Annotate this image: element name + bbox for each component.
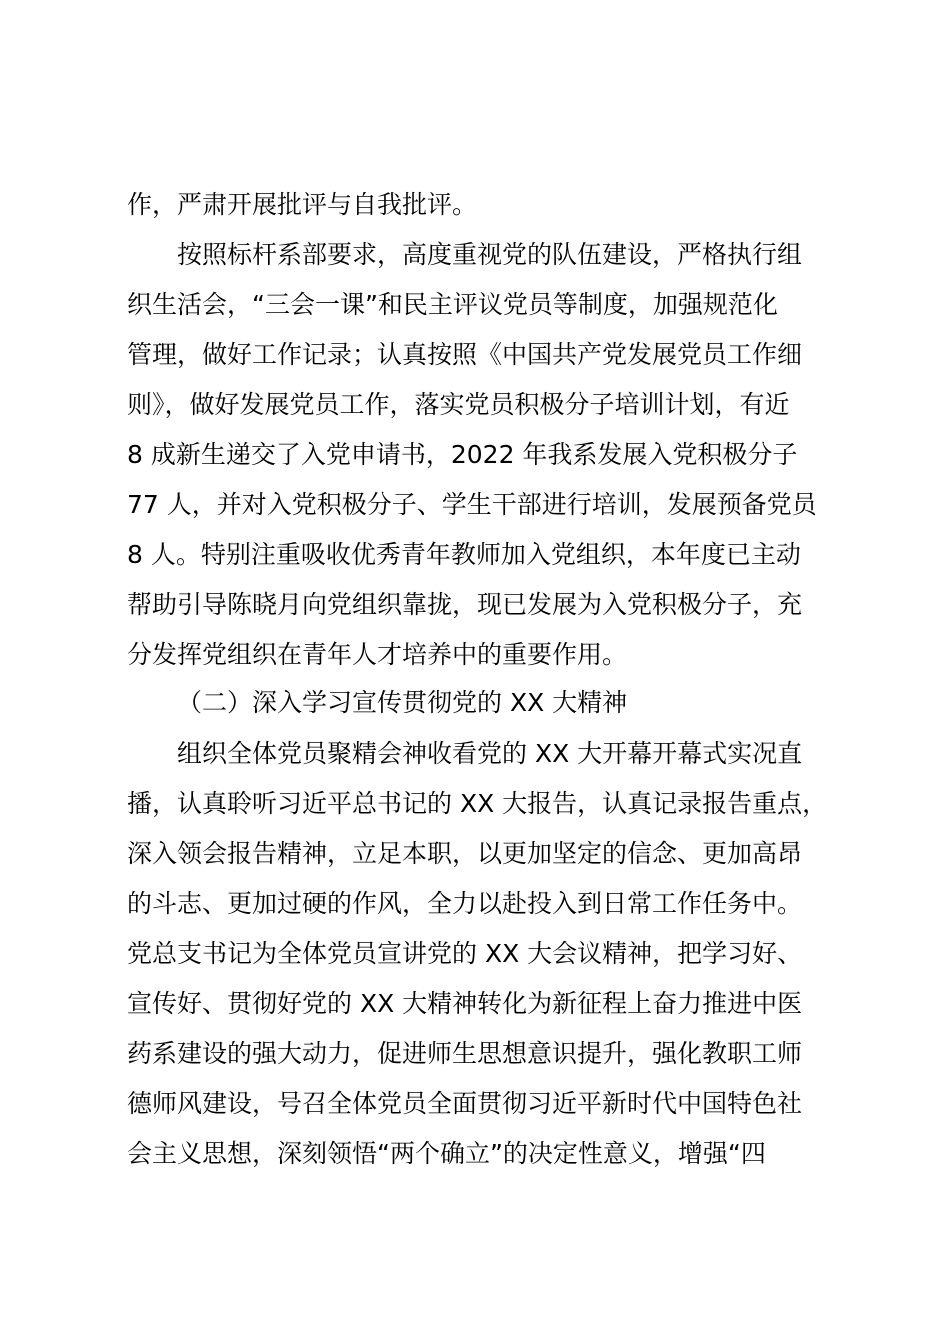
paragraph-line: 会主义思想，深刻领悟“两个确立”的决定性意义，增强“四 — [127, 1139, 766, 1168]
paragraph-line: 德师风建设，号召全体党员全面贯彻习近平新时代中国特色社 — [127, 1089, 803, 1118]
paragraph-line: 则》，做好发展党员工作，落实党员积极分子培训计划，有近 — [127, 390, 790, 419]
paragraph-line: 的斗志、更加过硬的作风，全力以赴投入到日常工作任务中。 — [127, 889, 803, 918]
paragraph-line: 组织全体党员聚精会神收看党的 XX 大开幕开幕式实况直 — [177, 739, 803, 768]
paragraph-line: 深入领会报告精神，立足本职，以更加坚定的信念、更加高昂 — [127, 839, 803, 868]
paragraph-line: 8 人。特别注重吸收优秀青年教师加入党组织，本年度已主动 — [127, 540, 801, 569]
paragraph-line: 管理，做好工作记录；认真按照《中国共产党发展党员工作细 — [127, 340, 803, 369]
paragraph-line: 帮助引导陈晓月向党组织靠拢，现已发展为入党积极分子，充 — [127, 590, 803, 619]
paragraph-line: 77 人，并对入党积极分子、学生干部进行培训，发展预备党员 — [127, 490, 817, 519]
paragraph-line: 8 成新生递交了入党申请书，2022 年我系发展入党积极分子 — [127, 440, 798, 469]
paragraph-line: 织生活会，“三会一课”和民主评议党员等制度，加强规范化 — [127, 290, 778, 319]
paragraph-line: 宣传好、贯彻好党的 XX 大精神转化为新征程上奋力推进中医 — [127, 989, 803, 1018]
paragraph-line: 分发挥党组织在青年人才培养中的重要作用。 — [127, 640, 628, 669]
paragraph-line: 按照标杆系部要求，高度重视党的队伍建设，严格执行组 — [177, 240, 803, 269]
paragraph-line: 党总支书记为全体党员宣讲党的 XX 大会议精神，把学习好、 — [127, 939, 803, 968]
section-heading: （二）深入学习宣传贯彻党的 XX 大精神 — [177, 688, 628, 717]
paragraph-line: 药系建设的强大动力，促进师生思想意识提升，强化教职工师 — [127, 1039, 803, 1068]
paragraph-line: 作，严肃开展批评与自我批评。 — [127, 190, 478, 219]
paragraph-line: 播，认真聆听习近平总书记的 XX 大报告，认真记录报告重点， — [127, 789, 828, 818]
